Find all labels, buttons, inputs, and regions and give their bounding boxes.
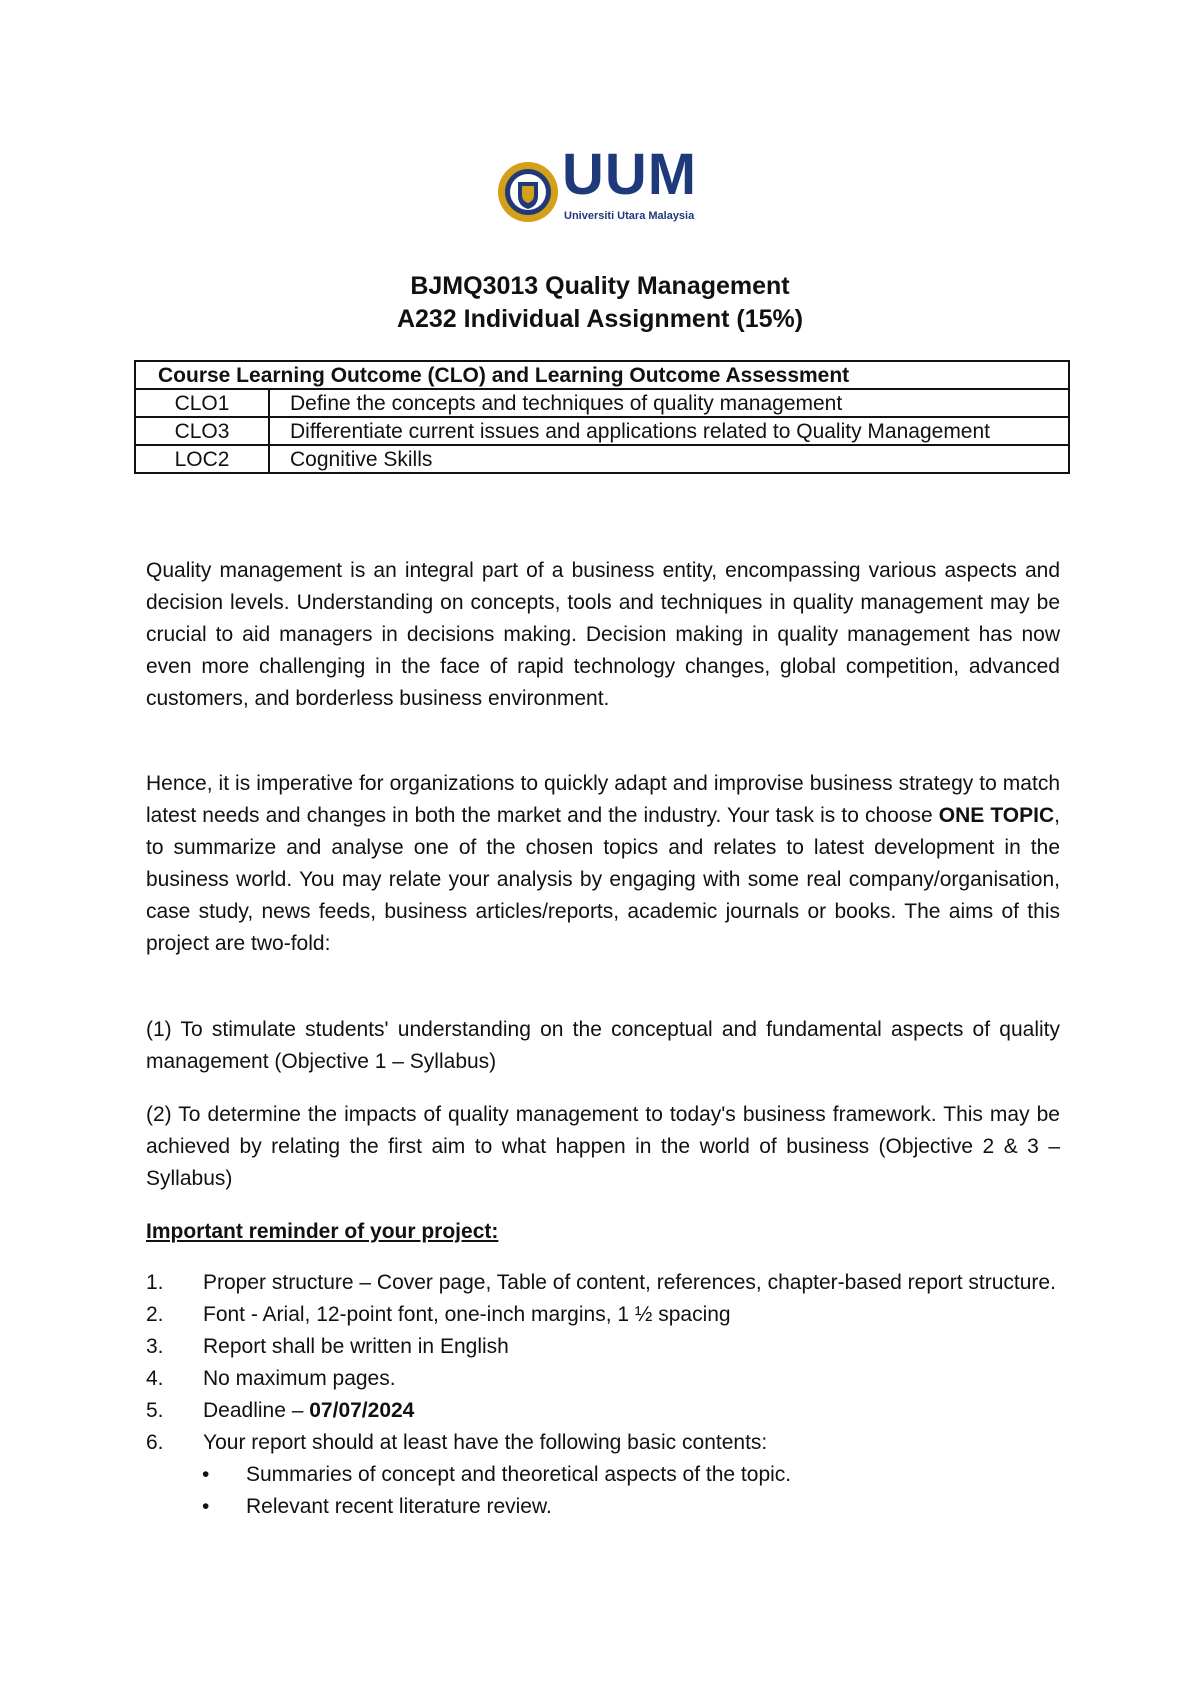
task-paragraph <box>146 768 1060 960</box>
reminder-heading: Important reminder of your project: <box>146 1220 499 1243</box>
intro-paragraph: Quality management is an integral part of a business entity, encompassing various aspects and decision levels. Understanding on concepts, tools and techniques in quality management may be crucial to aid managers in decisions making. Decision making in quality management has now even more challenging in the face of rapid technology changes, global competition, advanced customers, and borderless business environment. <box>146 559 1060 710</box>
list-text: No maximum pages. <box>203 1367 396 1390</box>
list-item <box>146 1267 1060 1299</box>
bullet-icon: • <box>202 1463 210 1486</box>
deadline-date: 07/07/2024 <box>309 1399 415 1422</box>
aim-two-paragraph: (2) To determine the impacts of quality management to today's business framework. This may be achieved by relating the first aim to what happen in the world of business (Objective 2 & 3 – Syllabus) <box>146 1103 1060 1190</box>
clo-code: CLO3 <box>135 417 269 445</box>
list-number: 1. <box>146 1271 164 1294</box>
list-item <box>146 1331 1060 1363</box>
list-item <box>146 1427 1060 1459</box>
table-row <box>135 417 1069 445</box>
clo-table-header-row <box>135 361 1069 389</box>
uum-logo <box>496 142 710 230</box>
list-number: 5. <box>146 1399 164 1422</box>
course-title: BJMQ3013 Quality Management <box>410 272 790 300</box>
clo-description: Define the concepts and techniques of quality management <box>269 389 1069 417</box>
uum-crest-icon <box>496 154 560 230</box>
aim-one-paragraph: (1) To stimulate students' understanding on the conceptual and fundamental aspects of quality management (Objective 1 – Syllabus) <box>146 1018 1060 1073</box>
sub-list-text: Summaries of concept and theoretical aspects of the topic. <box>246 1463 792 1486</box>
list-text: Report shall be written in English <box>203 1335 509 1358</box>
list-number: 6. <box>146 1431 164 1454</box>
list-number: 4. <box>146 1367 164 1390</box>
list-item <box>146 1299 1060 1331</box>
logo-subtitle: Universiti Utara Malaysia <box>564 210 695 222</box>
clo-description: Differentiate current issues and applications related to Quality Management <box>269 417 1069 445</box>
list-item <box>146 1395 1060 1427</box>
list-text: Proper structure – Cover page, Table of content, references, chapter-based report structure. <box>203 1271 1056 1294</box>
task-emphasis: ONE TOPIC <box>938 804 1055 827</box>
list-text: Deadline – <box>203 1399 310 1422</box>
clo-table <box>134 360 1070 474</box>
logo-wordmark: UUM <box>562 142 698 207</box>
assignment-title: A232 Individual Assignment (15%) <box>396 305 804 333</box>
task-text-b: , to summarize and analyse one of the chosen topics and relates to latest development in the business world. You may relate your analysis by engaging with some real company/organisation, case study, news feeds, business articles/reports, academic journals or books. The aims of this project are two-fold: <box>146 804 1060 955</box>
list-text: Font - Arial, 12-point font, one-inch margins, 1 ½ spacing <box>203 1303 731 1326</box>
list-number: 3. <box>146 1335 164 1358</box>
sub-list-text: Relevant recent literature review. <box>246 1495 552 1518</box>
clo-code: LOC2 <box>135 445 269 473</box>
table-row <box>135 389 1069 417</box>
bullet-icon: • <box>202 1495 210 1518</box>
table-row <box>135 445 1069 473</box>
list-item <box>146 1363 1060 1395</box>
list-text: Your report should at least have the following basic contents: <box>203 1431 768 1454</box>
clo-code: CLO1 <box>135 389 269 417</box>
clo-table-header: Course Learning Outcome (CLO) and Learning Outcome Assessment <box>135 361 1069 389</box>
sub-list-item <box>146 1491 1060 1523</box>
list-number: 2. <box>146 1303 164 1326</box>
sub-list-item <box>146 1459 1060 1491</box>
task-text-a: Hence, it is imperative for organizations to quickly adapt and improvise business strategy to match latest needs and changes in both the market and the industry. Your task is to choose <box>146 772 1060 827</box>
clo-description: Cognitive Skills <box>269 445 1069 473</box>
reminder-list <box>146 1267 1060 1523</box>
